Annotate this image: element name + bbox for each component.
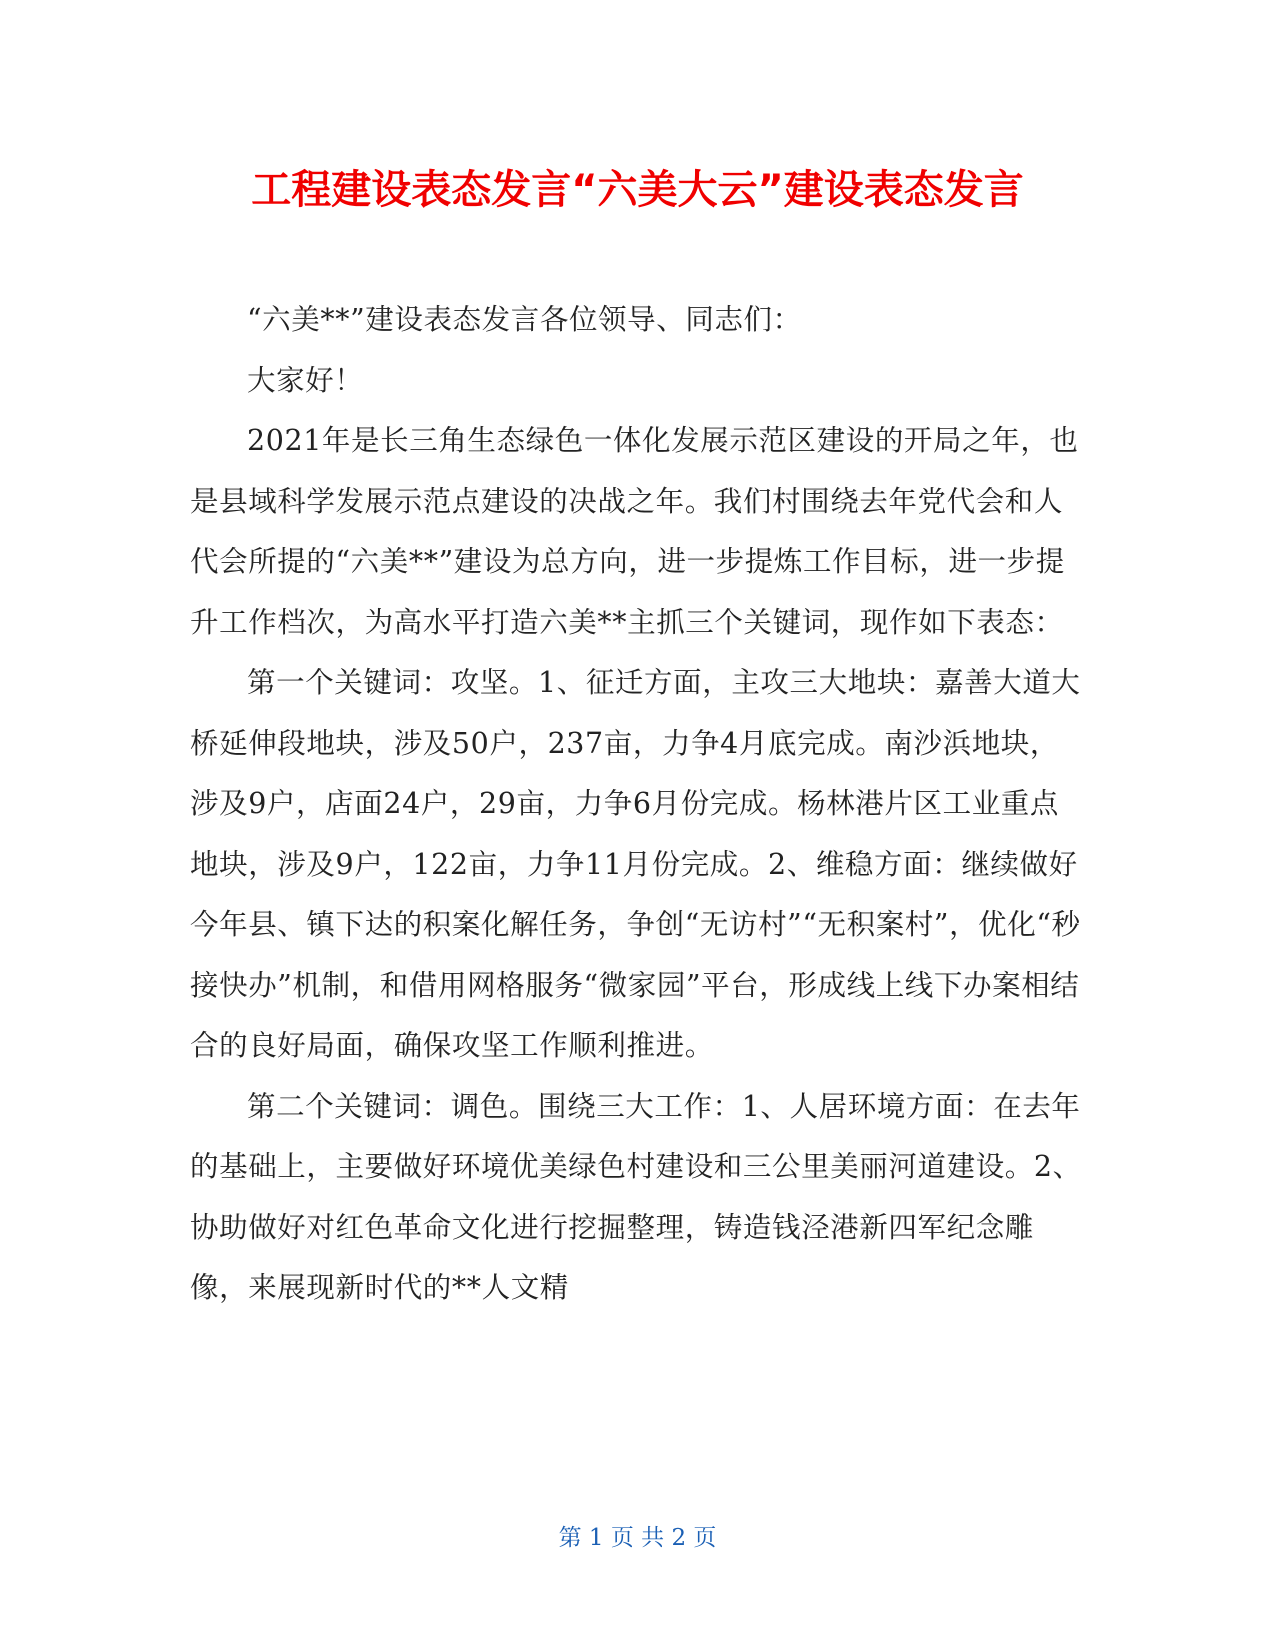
document-title: 工程建设表态发言“六美大云”建设表态发言 <box>251 167 1024 213</box>
page-number-footer: 第 1 页 共 2 页 <box>558 1525 717 1551</box>
paragraph-greeting-heading: “六美**”建设表态发言各位领导、同志们： <box>247 303 802 336</box>
document-body <box>190 290 1086 1319</box>
paragraph-greeting: 大家好！ <box>247 363 364 397</box>
paragraph-keyword-one: 第一个关键词：攻坚。1、征迁方面，主攻三大地块：嘉善大道大桥延伸段地块，涉及50户，237亩，力争4月底完成。南沙浜地块，涉及9户，店面24户，29亩，力争6月份完成。杨林港片区工业重点地块，涉及9户，122亩，力争11月份完成。2、维稳方面：继续做好今年县、镇下达的积案化解任务，争创“无访村”“无积案村”，优化“秒接快办”机制，和借用网格服务“微家园”平台，形成线上线下办案相结合的良好局面，确保攻坚工作顺利推进。 <box>190 666 1081 1062</box>
paragraph-keyword-two: 第二个关键词：调色。围绕三大工作：1、人居环境方面：在去年的基础上，主要做好环境优美绿色村建设和三公里美丽河道建设。2、协助做好对红色革命文化进行挖掘整理，铸造钱泾港新四军纪念雕像，来展现新时代的**人文精 <box>190 1089 1082 1304</box>
paragraph-intro: 2021年是长三角生态绿色一体化发展示范区建设的开局之年，也是县域科学发展示范点建设的决战之年。我们村围绕去年党代会和人代会所提的“六美**”建设为总方向，进一步提炼工作目标，进一步提升工作档次，为高水平打造六美**主抓三个关键词，现作如下表态： <box>190 424 1079 639</box>
